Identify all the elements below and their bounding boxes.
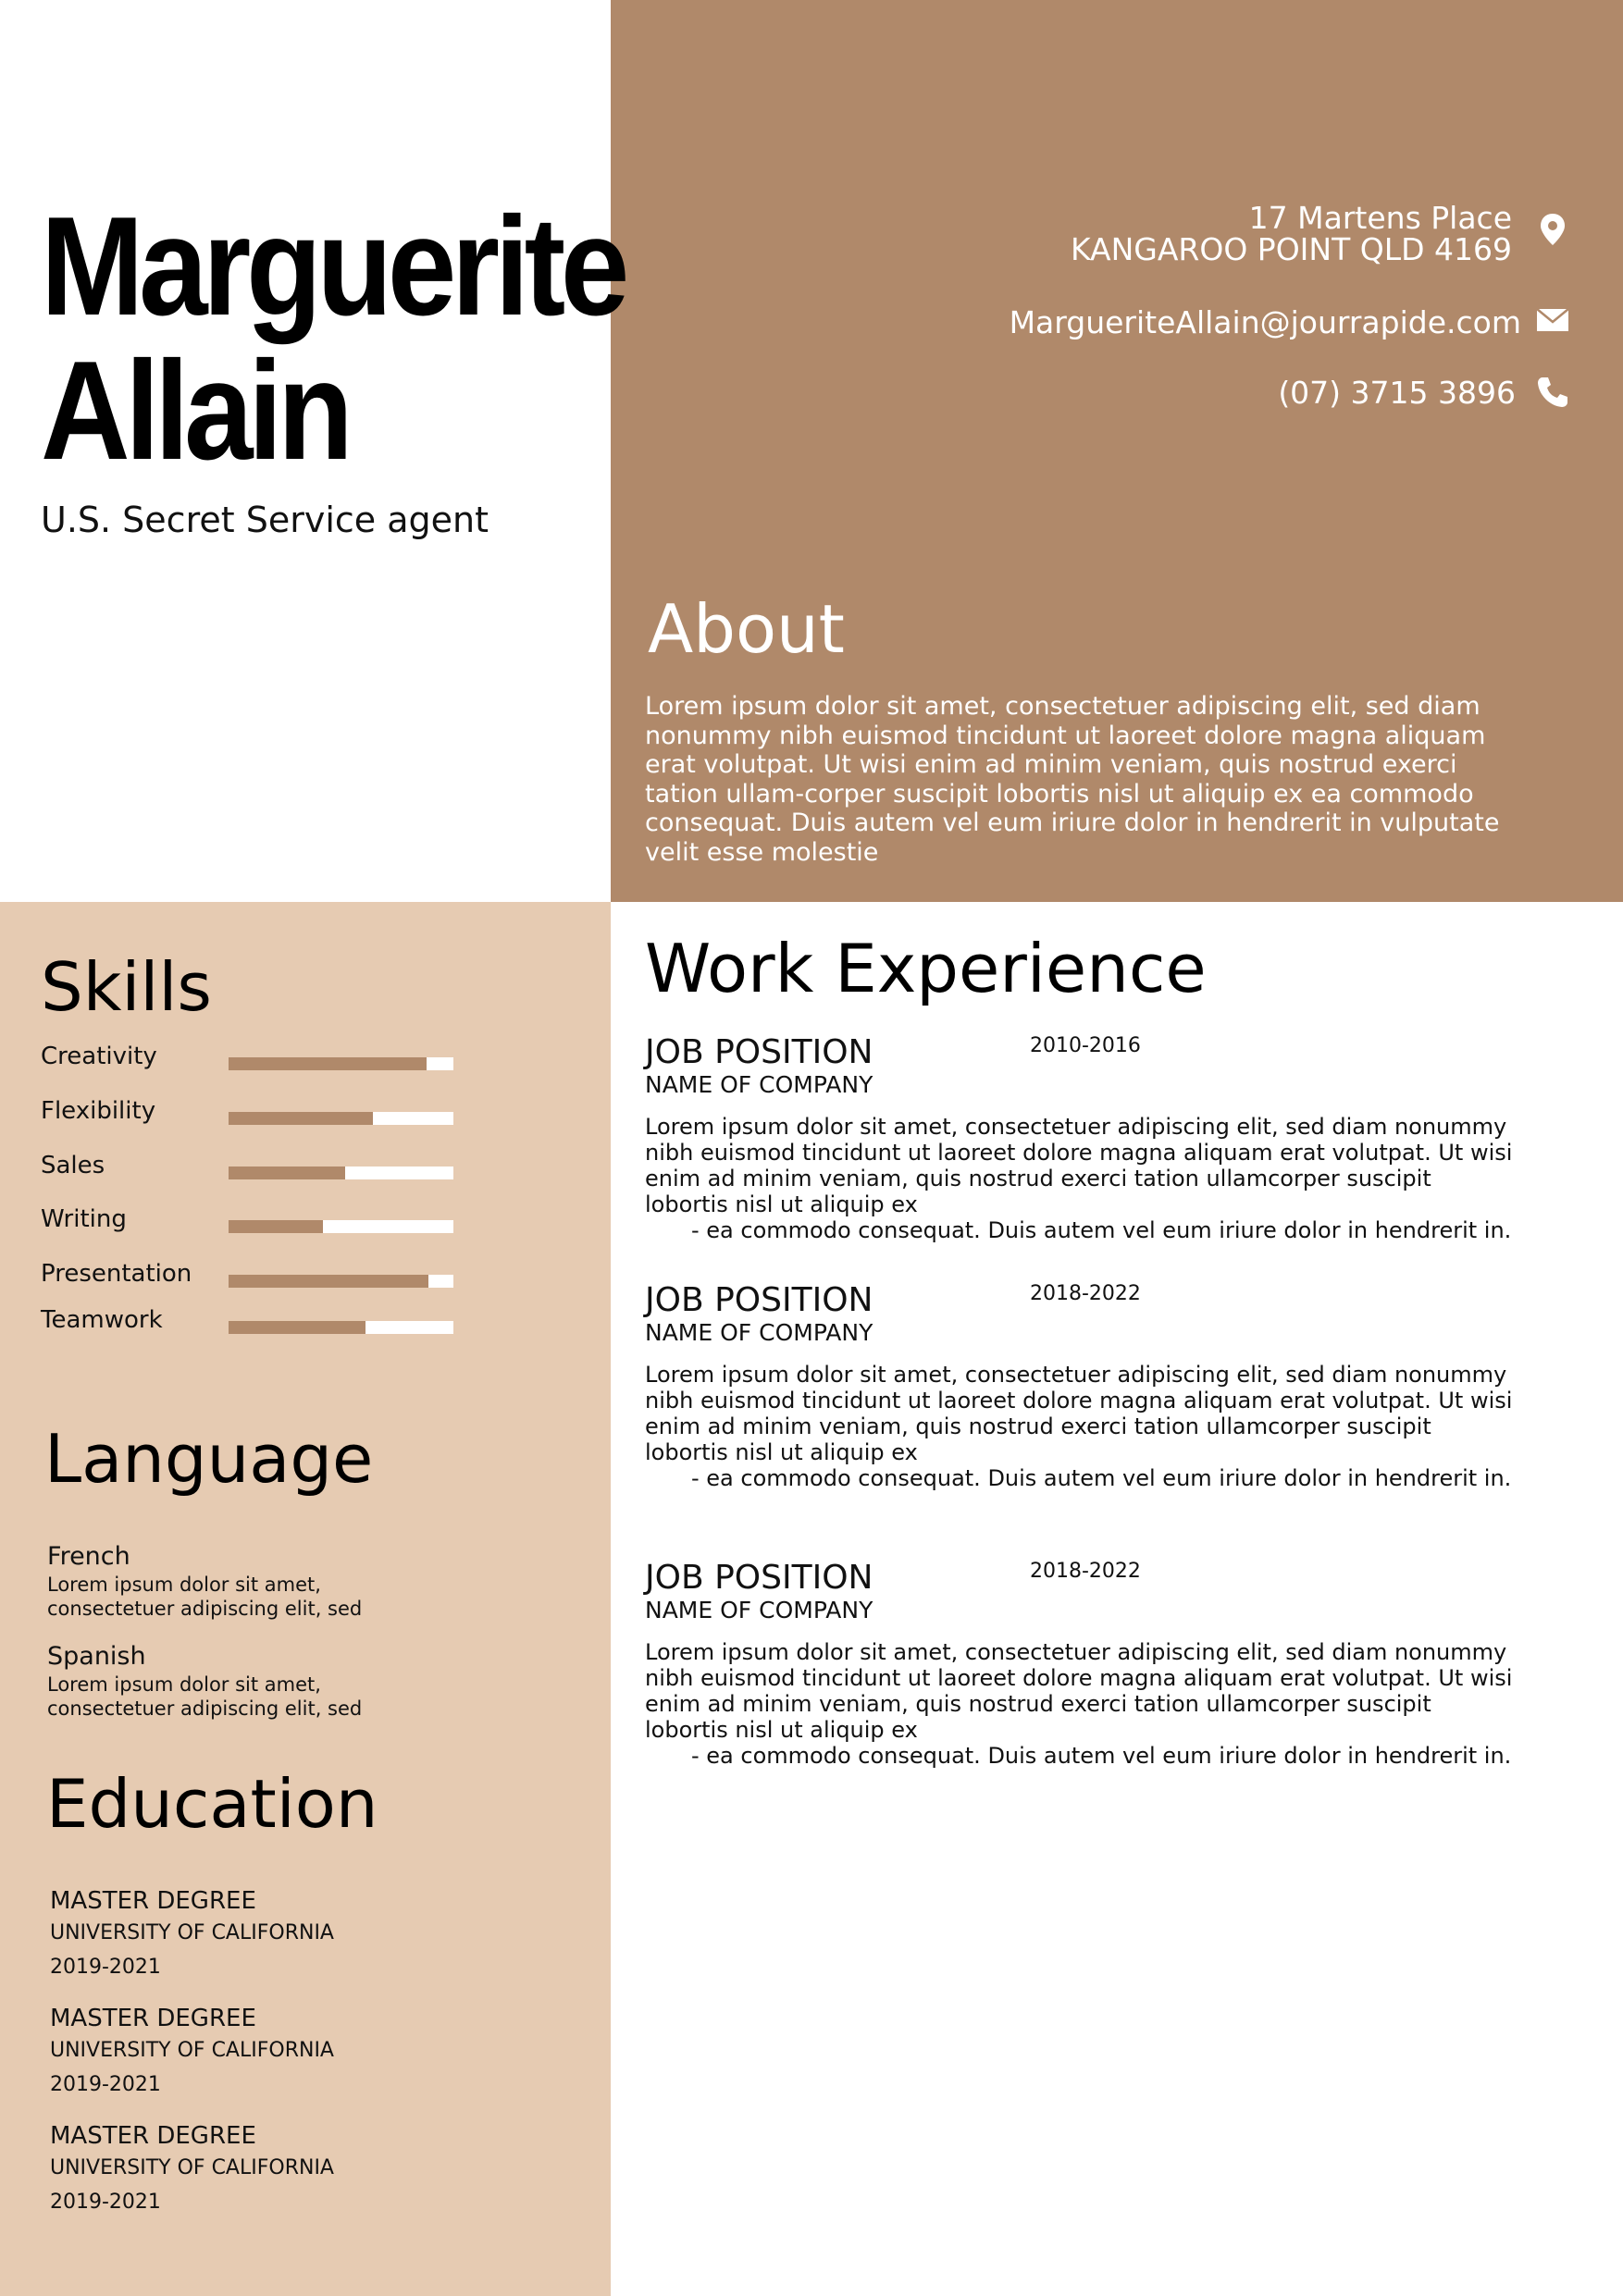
address-line-1: 17 Martens Place [1248,200,1512,236]
language-description [47,1573,565,1621]
skill-bar [229,1167,453,1179]
address [1070,200,1512,267]
skill-bar-fill [229,1220,323,1233]
education-degree: MASTER DEGREE [50,2005,256,2032]
education-years: 2019-2021 [50,2191,161,2214]
job-entry [645,1282,1533,1491]
skill-label: Flexibility [41,1097,156,1125]
job-position: JOB POSITION [645,1033,873,1071]
education-school: UNIVERSITY OF CALIFORNIA [50,2156,334,2179]
skill-bar-fill [229,1321,365,1334]
job-entry [645,1034,1533,1243]
job-years: 2010-2016 [1030,1034,1141,1057]
job-company: NAME OF COMPANY [645,1319,873,1346]
envelope-icon [1534,302,1571,339]
skill-bar [229,1275,453,1288]
skill-row [41,1205,457,1242]
first-name: Marguerite [41,188,626,345]
phone[interactable]: (07) 3715 3896 [1278,375,1516,411]
education-degree: MASTER DEGREE [50,1887,256,1915]
education-years: 2019-2021 [50,2073,161,2096]
job-company: NAME OF COMPANY [645,1597,873,1623]
skill-label: Teamwork [41,1306,163,1334]
skill-row [41,1260,457,1297]
skill-label: Presentation [41,1260,192,1288]
skill-bar-fill [229,1167,345,1179]
phone-icon [1534,374,1571,411]
job-bullet: - ea commodo consequat. Duis autem vel eum iriure dolor in hendrerit in. [691,1217,1512,1243]
job-description: Lorem ipsum dolor sit amet, consectetuer adipiscing elit, sed diam nonummy nibh euismod tincidunt ut laoreet dolore magna aliquam erat volutpat. Ut wisi enim ad minim veniam, quis nostrud exerci tation ullamcorper suscipit lobortis nisl ut aliquip ex [645,1639,1513,1743]
skill-label: Sales [41,1152,105,1179]
skill-row [41,1097,457,1134]
job-years: 2018-2022 [1030,1560,1141,1583]
skill-row [41,1152,457,1189]
language-name: French [47,1542,130,1571]
job-role: U.S. Secret Service agent [41,500,489,540]
education-years: 2019-2021 [50,1956,161,1979]
job-bullet: - ea commodo consequat. Duis autem vel eum iriure dolor in hendrerit in. [691,1465,1512,1491]
job-position: JOB POSITION [645,1281,873,1319]
language-description-line: consectetuer adipiscing elit, sed [47,1697,363,1720]
language-description-line: consectetuer adipiscing elit, sed [47,1598,363,1620]
job-description: Lorem ipsum dolor sit amet, consectetuer adipiscing elit, sed diam nonummy nibh euismod tincidunt ut laoreet dolore magna aliquam erat volutpat. Ut wisi enim ad minim veniam, quis nostrud exerci tation ullamcorper suscipit lobortis nisl ut aliquip ex [645,1362,1513,1465]
about-title: About [648,590,845,668]
education-item [50,1887,568,1981]
skill-row [41,1306,457,1343]
skill-bar [229,1220,453,1233]
job-company: NAME OF COMPANY [645,1071,873,1098]
language-item [47,1543,565,1621]
last-name: Allain [41,332,349,489]
job-bullet: - ea commodo consequat. Duis autem vel eum iriure dolor in hendrerit in. [691,1743,1512,1769]
location-pin-icon [1534,211,1571,248]
skill-label: Writing [41,1205,127,1233]
language-item [47,1643,565,1721]
job-position: JOB POSITION [645,1559,873,1597]
skill-bar-fill [229,1275,428,1288]
email[interactable]: MargueriteAllain@jourrapide.com [1009,304,1521,340]
language-description-line: Lorem ipsum dolor sit amet, [47,1574,321,1596]
education-degree: MASTER DEGREE [50,2122,256,2150]
skill-bar [229,1112,453,1125]
education-item [50,2005,568,2099]
education-school: UNIVERSITY OF CALIFORNIA [50,1921,334,1944]
address-line-2: KANGAROO POINT QLD 4169 [1070,231,1512,267]
language-description [47,1673,565,1721]
skill-label: Creativity [41,1043,157,1070]
about-text: Lorem ipsum dolor sit amet, consectetuer adipiscing elit, sed diam nonummy nibh euismod tincidunt ut laoreet dolore magna aliquam erat volutpat. Ut wisi enim ad minim veniam, quis nostrud exerci tation ullam-corper suscipit lobortis nisl ut aliquip ex ea commodo consequat. Duis autem vel eum iriure dolor in hendrerit in vulputate velit esse molestie [645,692,1500,867]
work-experience-title: Work Experience [645,930,1207,1007]
skills-title: Skills [41,948,212,1026]
language-name: Spanish [47,1642,146,1671]
skill-bar-fill [229,1112,373,1125]
job-years: 2018-2022 [1030,1282,1141,1305]
skill-bar-fill [229,1057,427,1070]
education-title: Education [46,1765,378,1843]
education-school: UNIVERSITY OF CALIFORNIA [50,2039,334,2062]
job-description: Lorem ipsum dolor sit amet, consectetuer adipiscing elit, sed diam nonummy nibh euismod tincidunt ut laoreet dolore magna aliquam erat volutpat. Ut wisi enim ad minim veniam, quis nostrud exerci tation ullamcorper suscipit lobortis nisl ut aliquip ex [645,1114,1513,1217]
skill-row [41,1043,457,1080]
skill-bar [229,1057,453,1070]
language-description-line: Lorem ipsum dolor sit amet, [47,1673,321,1696]
education-item [50,2122,568,2216]
candidate-name [41,188,626,489]
job-entry [645,1560,1533,1769]
skill-bar [229,1321,453,1334]
language-title: Language [44,1420,374,1498]
